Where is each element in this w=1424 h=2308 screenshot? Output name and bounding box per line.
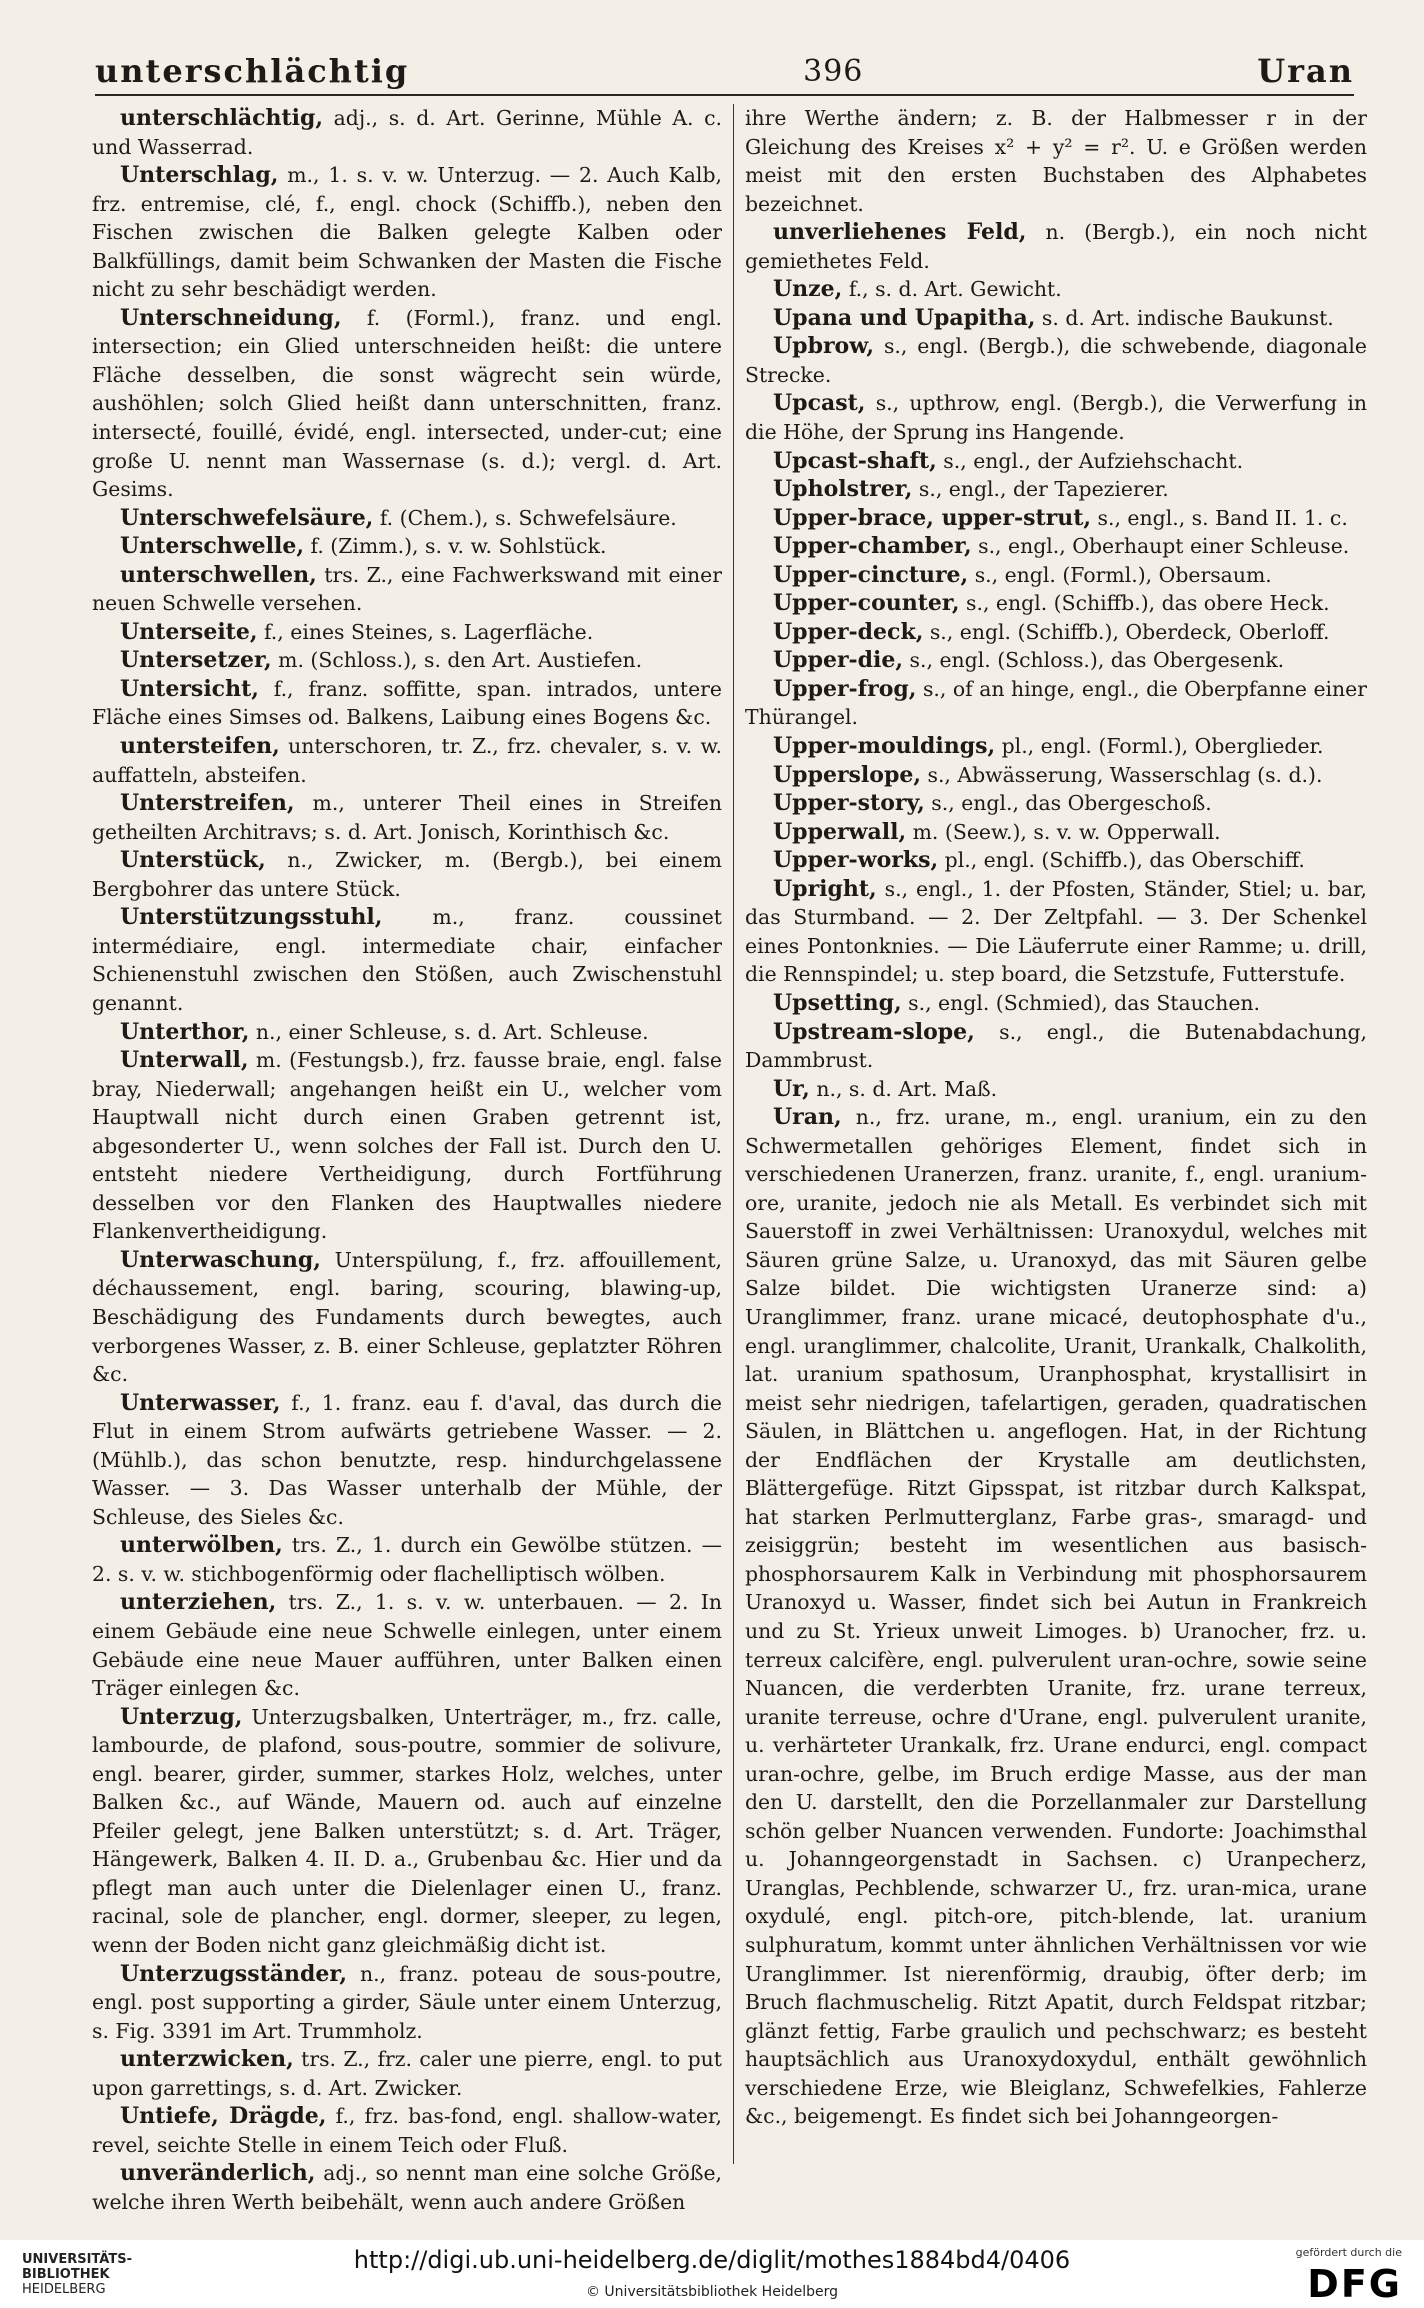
entry-headword: Unterwasser, [120, 1389, 281, 1416]
entry-text: f., frz. bas-fond, engl. shallow-water, revel, seichte Stelle in einem Teich oder Fluß. [92, 2104, 722, 2157]
dictionary-entry [745, 618, 1367, 647]
dictionary-entry [92, 161, 722, 304]
library-name: UNIVERSITÄTS-BIBLIOTHEK [22, 2252, 132, 2282]
dictionary-entry [745, 732, 1367, 761]
entry-text: m. (Schloss.), s. den Art. Austiefen. [271, 648, 643, 673]
dictionary-entry [92, 846, 722, 903]
entry-headword: Upper-die, [773, 647, 904, 674]
entry-text: ihre Werthe ändern; z. B. der Halbmesser r in der Gleichung des Kreises x² + y² = r². U. e Größen werden meist mit den ersten Buchstaben des Alphabetes bezeichnet. [745, 106, 1367, 216]
dictionary-entry [745, 989, 1367, 1018]
dictionary-entry [92, 1389, 722, 1532]
dictionary-entry [92, 618, 722, 647]
dictionary-entry [92, 1960, 722, 2046]
dictionary-entry [92, 304, 722, 504]
entry-headword: Upcast-shaft, [773, 447, 937, 474]
entry-headword: unterschwellen, [120, 561, 317, 588]
entry-headword: Upper-chamber, [773, 533, 972, 560]
entry-headword: Upper-story, [773, 790, 925, 817]
entry-text: s., engl., s. Band II. 1. c. [1091, 505, 1348, 530]
dictionary-entry [745, 1075, 1367, 1104]
dictionary-entry [92, 532, 722, 561]
entry-text: m., franz. coussinet intermédiaire, engl. intermediate chair, einfacher Schienenstuhl zwischen den Stößen, auch Zwischenstuhl genannt. [92, 905, 722, 1015]
entry-headword: unterziehen, [120, 1589, 277, 1616]
dictionary-entry [92, 1018, 722, 1047]
entry-headword: Upper-counter, [773, 590, 960, 617]
dictionary-entry [92, 1531, 722, 1588]
entry-headword: Unterstück, [120, 847, 266, 874]
dictionary-entry [92, 1588, 722, 1702]
dictionary-entry [92, 646, 722, 675]
entry-headword: Upper-works, [773, 847, 939, 874]
header-left-catchword: unterschlächtig [95, 52, 410, 90]
dictionary-entry [92, 561, 722, 618]
dictionary-entry [92, 504, 722, 533]
entry-headword: Upcast, [773, 390, 866, 417]
right-column [745, 104, 1367, 2184]
page-number: 396 [803, 53, 864, 89]
dictionary-entry [745, 846, 1367, 875]
left-column [92, 104, 722, 2214]
dictionary-entry [745, 1018, 1367, 1075]
entry-headword: unveränderlich, [120, 2160, 316, 2187]
entry-text: adj., so nennt man eine solche Größe, welche ihren Werth beibehält, wenn auch andere Größen [92, 2161, 722, 2214]
entry-text: s., engl. (Schiffb.), Oberdeck, Oberloff. [923, 619, 1330, 644]
entry-text: pl., engl. (Forml.), Oberglieder. [995, 734, 1324, 759]
funding-note: gefördert durch die [1295, 2246, 1402, 2259]
entry-text: s., engl. (Forml.), Obersaum. [968, 562, 1272, 587]
dictionary-entry [745, 504, 1367, 533]
dictionary-entry [745, 761, 1367, 790]
dictionary-entry [745, 1103, 1367, 2131]
entry-text: trs. Z., frz. caler une pierre, engl. to put upon garrettings, s. d. Art. Zwicker. [92, 2047, 722, 2100]
dictionary-entry [745, 818, 1367, 847]
entry-headword: Unterstützungsstuhl, [120, 904, 383, 931]
entry-headword: Upright, [773, 875, 877, 902]
entry-headword: Upbrow, [773, 333, 875, 360]
entry-text: pl., engl. (Schiffb.), das Oberschiff. [938, 848, 1305, 873]
entry-headword: Untersetzer, [120, 647, 272, 674]
dictionary-entry [92, 1046, 722, 1246]
entry-text: s., engl., die Butenabdachung, Dammbrust. [745, 1019, 1367, 1073]
dictionary-entry [745, 218, 1367, 275]
entry-headword: Unterschwelle, [120, 533, 305, 560]
entry-text: n., s. d. Art. Maß. [809, 1076, 998, 1101]
entry-headword: Unterthor, [120, 1018, 250, 1045]
entry-headword: unverliehenes Feld, [773, 219, 1027, 246]
entry-text: s., engl., der Aufziehschacht. [936, 448, 1244, 473]
entry-headword: Unterstreifen, [120, 790, 295, 817]
entry-headword: Unterzug, [120, 1703, 243, 1730]
entry-headword: Unze, [773, 276, 843, 303]
dictionary-entry [92, 2102, 722, 2159]
entry-headword: Upperwall, [773, 818, 907, 845]
entry-text: f., 1. franz. eau f. d'aval, das durch die Flut in einem Strom aufwärts getriebene Wasser. — 2. (Mühlb.), das schon benutzte, resp. hindurchgelassene Wasser. — 3. Das Wasser unterhalb der Mühle, der Schleuse, des Sieles &c. [92, 1390, 722, 1529]
entry-text: s., engl., das Obergeschoß. [924, 791, 1212, 816]
library-city: HEIDELBERG [22, 2282, 106, 2297]
entry-headword: unterzwicken, [120, 2046, 294, 2073]
dictionary-entry [92, 789, 722, 846]
entry-text: s. d. Art. indische Baukunst. [1035, 305, 1334, 330]
entry-headword: Upper-cincture, [773, 561, 969, 588]
entry-text: s., upthrow, engl. (Bergb.), die Verwerfung in die Höhe, der Sprung ins Hangende. [745, 391, 1367, 445]
entry-text: s., engl., der Tapezierer. [912, 477, 1169, 502]
entry-headword: Unterwaschung, [120, 1246, 321, 1273]
entry-text: m., 1. s. v. w. Unterzug. — 2. Auch Kalb, frz. entremise, clé, f., engl. chock (Schiffb.), neben den Fischen zwischen die Balken gelegte Kalben oder Balkfüllings, damit beim Schwanken der Masten die Fische nicht zu sehr beschädigt werden. [92, 163, 722, 302]
entry-text: f. (Forml.), franz. und engl. intersection; ein Glied unterschneiden heißt: die untere Fläche desselben, die sonst wägrecht sein würde, aushöhlen; solch Glied heißt dann unterschnitten, franz. intersecté, fouillé, évidé, engl. intersected, under-cut; eine große U. nennt man Wassernase (s. d.); vergl. d. Art. Gesims. [92, 305, 722, 502]
dictionary-entry [745, 447, 1367, 476]
entry-headword: Unterseite, [120, 618, 258, 645]
entry-text: n. (Bergb.), ein noch nicht gemiethetes Feld. [745, 220, 1367, 273]
entry-text: s., of an hinge, engl., die Oberpfanne einer Thürangel. [745, 676, 1367, 730]
entry-headword: Unterschlag, [120, 162, 279, 189]
entry-headword: Unterschwefelsäure, [120, 504, 374, 531]
entry-text: unterschoren, tr. Z., frz. chevaler, s. v. w. auffatteln, absteifen. [92, 734, 722, 787]
entry-text: trs. Z., eine Fachwerkswand mit einer neuen Schwelle versehen. [92, 562, 722, 616]
entry-headword: Upper-frog, [773, 675, 917, 702]
entry-text: f., franz. soffitte, span. intrados, untere Fläche eines Simses od. Balkens, Laibung eines Bogens &c. [92, 676, 722, 730]
entry-headword: unterwölben, [120, 1532, 283, 1559]
copyright-notice: © Universitätsbibliothek Heidelberg [585, 2284, 838, 2300]
dictionary-entry [92, 104, 722, 161]
entry-text: f. (Chem.), s. Schwefelsäure. [373, 505, 677, 530]
entry-headword: Untiefe, Drägde, [120, 2103, 327, 2130]
dictionary-entry [92, 1703, 722, 1960]
entry-headword: Unterschneidung, [120, 304, 342, 331]
entry-text: f., s. d. Art. Gewicht. [842, 277, 1062, 302]
entry-headword: Upana und Upapitha, [773, 304, 1036, 331]
entry-text: Unterspülung, f., frz. affouillement, déchaussement, engl. baring, scouring, blawing-up, Beschädigung des Fundaments durch bewegtes, auch verborgenes Wasser, z. B. einer Schleuse, geplatzter Röhren &c. [92, 1247, 722, 1387]
entry-text: Unterzugsbalken, Unterträger, m., frz. calle, lambourde, de plafond, sous-poutre, sommier de solivure, engl. bearer, girder, summer, starkes Holz, welches, unter Balken &c., auf Wände, Mauern od. auch auf einzelne Pfeiler gelegt, jene Balken unterstützt; s. d. Art. Träger, Hängewerk, Balken 4. II. D. a., Grubenbau &c. Hier und da pflegt man auch unter die Dielenlager einen U., franz. racinal, sole de plancher, engl. dormer, sleeper, zu legen, wenn der Boden nicht ganz gleichmäßig dicht ist. [92, 1704, 722, 1957]
entry-headword: Upsetting, [773, 989, 902, 1016]
dictionary-entry [92, 732, 722, 789]
dictionary-entry [745, 875, 1367, 989]
entry-headword: Ur, [773, 1075, 810, 1102]
entry-headword: Upholstrer, [773, 476, 913, 503]
dictionary-entry [745, 475, 1367, 504]
dictionary-entry [745, 532, 1367, 561]
entry-text: s., engl., 1. der Pfosten, Ständer, Stiel; u. bar, das Sturmband. — 2. Der Zeltpfahl. — 3. Der Schenkel eines Pontonknies. — Die Läuferrute einer Ramme; u. drill, die Rennspindel; u. step board, die Setzstufe, Futterstufe. [745, 876, 1367, 987]
entry-headword: Upper-deck, [773, 618, 924, 645]
entry-text: s., engl. (Schmied), das Stauchen. [901, 990, 1261, 1015]
entry-headword: untersteifen, [120, 733, 280, 760]
entry-text: n., frz. urane, m., engl. uranium, ein zu den Schwermetallen gehöriges Element, findet sich in verschiedenen Uranerzen, franz. uranite, f., engl. uranium-ore, uranite, jedoch nie als Metall. Es verbindet sich mit Sauerstoff in zwei Verhältnissen: Uranoxydul, welches mit Säuren grüne Salze, u. Uranoxyd, das mit Säuren gelbe Salze bildet. Die wichtigsten Uranerze sind: a) Uranglimmer, franz. urane micacé, deutophosphate d'u., engl. uranglimmer, chalcolite, Uranit, Urankalk, Chalkolith, lat. uranium spathosum, Uranphosphat, krystallisirt in meist sehr niedrigen, tafelartigen, geraden, quadratischen Säulen, in Blättchen u. angeflogen. Hat, in der Richtung der Endflächen der Krystalle am deutlichsten, Blättergefüge. Ritzt Gipsspat, ist ritzbar durch Kalkspat, hat starken Perlmutterglanz, Farbe gras-, smaragd- und zeisiggrün; besteht im wesentlichen aus basisch-phosphorsaurem Kalk in Verbindung mit phosphorsaurem Uranoxyd u. Wasser, findet sich bei Autun in Frankreich und zu St. Yrieux unweit Limoges. b) Uranocher, frz. u. terreux calcifère, engl. pulverulent uran-ochre, sowie seine Nuancen, die verderbten Uranite, frz. urane terreux, uranite terreuse, ochre d'Urane, engl. pulverulent uranite, u. verhärteter Urankalk, frz. Urane endurci, engl. compact uran-ochre, gelbe, im Bruch erdige Masse, aus der man den U. darstellt, den die Porzellanmaler zur Darstellung schön gelber Nuancen verwenden. Fundorte: Joachimsthal u. Johanngeorgenstadt in Sachsen. c) Uranpecherz, Uranglas, Pechblende, schwarzer U., frz. uran-mica, urane oxydulé, engl. pitch-ore, pitch-blende, lat. uranium sulphuratum, kommt unter ähnlichen Verhältnissen vor wie Uranglimmer. Ist nierenförmig, draubig, öfter derb; im Bruch flachmuschelig. Ritzt Apatit, durch Feldspat ritzbar; glänzt fettig, Farbe graulich und pechschwarz; es besteht hauptsächlich aus Uranoxydoxydul, enthält gewöhnlich verschiedene Erze, wie Bleiglanz, Schwefelkies, Fahlerze &c., beigemengt. Es findet sich bei Johanngeorgen- [745, 1105, 1367, 2129]
entry-text: trs. Z., 1. durch ein Gewölbe stützen. — 2. s. v. w. stichbogenförmig oder flachelliptisch wölben. [92, 1533, 722, 1586]
entry-text: f., eines Steines, s. Lagerfläche. [257, 619, 594, 644]
entry-text: trs. Z., 1. s. v. w. unterbauen. — 2. In einem Gebäude eine neue Schwelle einlegen, unter einem Gebäude eine neue Mauer aufführen, unter Balken einen Träger einlegen &c. [92, 1590, 722, 1701]
dictionary-entry [92, 903, 722, 1017]
running-header [95, 48, 1354, 96]
entry-headword: Upper-mouldings, [773, 733, 996, 760]
entry-headword: Untersicht, [120, 675, 259, 702]
entry-text: s., engl. (Schiffb.), das obere Heck. [959, 591, 1330, 616]
column-divider [733, 104, 734, 2164]
entry-headword: Unterzugsständer, [120, 1960, 348, 1987]
permalink-url[interactable]: http://digi.ub.uni-heidelberg.de/diglit/mothes1884bd4/0406 [353, 2246, 1071, 2274]
entry-headword: unterschlächtig, [120, 105, 324, 131]
entry-text: adj., s. d. Art. Gerinne, Mühle A. c. und Wasserrad. [92, 106, 722, 159]
dictionary-entry [745, 561, 1367, 590]
dfg-logo[interactable]: DFG [1307, 2262, 1402, 2306]
dictionary-entry [92, 675, 722, 732]
entry-text: m., unterer Theil eines in Streifen getheilten Architravs; s. d. Art. Jonisch, Korinthisch &c. [92, 791, 722, 844]
entry-text: m. (Seew.), s. v. w. Opperwall. [906, 819, 1221, 844]
entry-headword: Uran, [773, 1104, 842, 1131]
dictionary-entry [745, 646, 1367, 675]
dictionary-entry [745, 332, 1367, 389]
entry-headword: Unterwall, [120, 1047, 249, 1074]
entry-headword: Upper-brace, upper-strut, [773, 504, 1092, 531]
dictionary-entry [745, 789, 1367, 818]
entry-text: n., einer Schleuse, s. d. Art. Schleuse. [249, 1019, 649, 1044]
footer-bar [0, 2240, 1424, 2308]
dictionary-entry [745, 275, 1367, 304]
entry-headword: Upperslope, [773, 761, 921, 788]
dictionary-entry [92, 1246, 722, 1389]
dictionary-entry [92, 2045, 722, 2102]
entry-text: f. (Zimm.), s. v. w. Sohlstück. [304, 534, 607, 559]
dictionary-entry [92, 2159, 722, 2216]
dictionary-entry [745, 389, 1367, 446]
entry-text: s., engl. (Bergb.), die schwebende, diagonale Strecke. [745, 334, 1367, 387]
entry-text: s., engl. (Schloss.), das Obergesenk. [903, 648, 1285, 673]
entry-headword: Upstream-slope, [773, 1018, 975, 1045]
dictionary-entry [745, 675, 1367, 732]
entry-text: s., engl., Oberhaupt einer Schleuse. [971, 534, 1350, 559]
entry-text: m. (Festungsb.), frz. fausse braie, engl. false bray, Niederwall; angehangen heißt ein U., welcher vom Hauptwall nicht durch einen Graben getrennt ist, abgesonderter U., wenn solches der Fall ist. Durch den U. entsteht niedere Vertheidigung, durch Fortführung desselben vor den Flanken des Hauptwalles niedere Flankenvertheidigung. [92, 1048, 722, 1244]
dictionary-entry [745, 304, 1367, 333]
header-right-catchword: Uran [1257, 52, 1354, 90]
dictionary-entry [745, 589, 1367, 618]
entry-text: s., Abwässerung, Wasserschlag (s. d.). [921, 762, 1323, 787]
entry-text: n., franz. poteau de sous-poutre, engl. post supporting a girder, Säule unter einem Unterzug, s. Fig. 3391 im Art. Trummholz. [92, 1961, 722, 2043]
entry-text: n., Zwicker, m. (Bergb.), bei einem Bergbohrer das untere Stück. [92, 848, 722, 901]
dictionary-entry [745, 104, 1367, 218]
